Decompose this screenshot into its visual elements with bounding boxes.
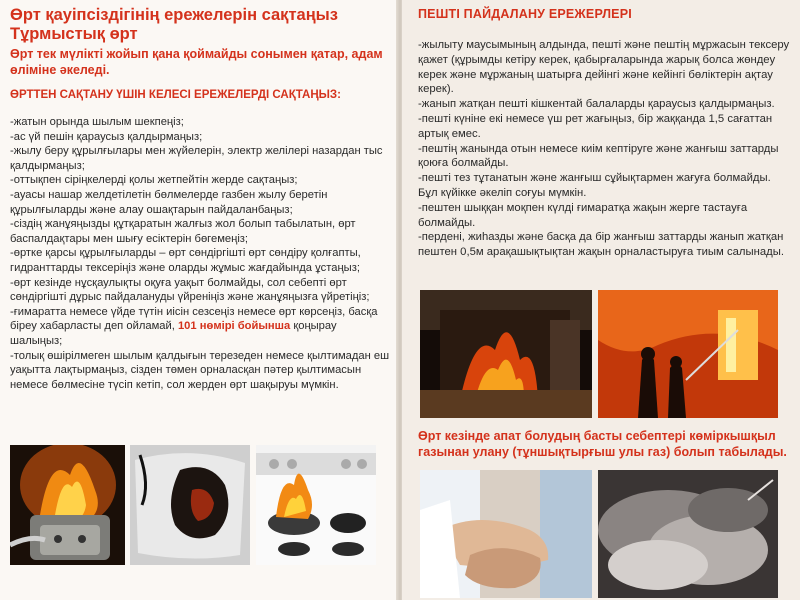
- list-item: -пешті тез тұтанатын және жанғыш сұйықтармен жағуға болмайды. Бұл күйікке әкеліп соғуы мүмкін.: [418, 172, 771, 199]
- carbon-monoxide-warning: Өрт кезінде апат болудың басты себептері көміркышқыл газынан улану (тұншықтырғыш улы газ) болып табылады.: [418, 429, 787, 459]
- list-item: -ас үй пешін қараусыз қалдырмаңыз;: [10, 130, 203, 143]
- list-item: -жылыту маусымының алдында, пешті және пештің мұржасын тексеру қажет (құрымды кетіру керек, қабырғаларында жарық болса жөндеу керек және мұржаның шатырға дейінгі және кейінгі бөліктерін ақтау керек).: [418, 39, 790, 96]
- photo-smoke: [598, 470, 778, 598]
- firefighters-image: [598, 290, 778, 418]
- list-item: -пештің жанында отын немесе киім кептіруге және жанғыш заттарды қоюға болмайды.: [418, 142, 779, 170]
- photo-burning-socket: [10, 445, 125, 565]
- page-title: Өрт қауіпсіздігінің ережелерін сақтаңыз: [10, 6, 338, 24]
- photo-firefighters: [598, 290, 778, 418]
- photo-fireplace: [420, 290, 592, 418]
- list-item: -жатын орында шылым шекпеңіз;: [10, 116, 184, 128]
- list-item: -ауасы нашар желдетілетін бөлмелерде газбен жылу беретін құрылғыларды және алау ошақтарын пайдаланбаңыз;: [10, 188, 328, 216]
- smoke-image: [598, 470, 778, 598]
- fireplace-image: [420, 290, 592, 418]
- right-page: [402, 0, 800, 600]
- section-heading: ӨРТТЕН САҚТАНУ ҮШІН КЕЛЕСІ ЕРЕЖЕЛЕРДІ САҚТАҢЫЗ:: [10, 89, 341, 101]
- list-item: -пердені, жиһазды және басқа да бір жанғыш заттарды жанып жатқан пештен 0,5м арақашықтықтан жақын орналастыруға тиым салынады.: [418, 231, 784, 259]
- list-item: -өртке қарсы құрылғыларды – өрт сөндіргішті өрт сөндіру қолғапты, гидранттарды тексеріңіз және оларды жұмыс жағдайында ұстаңыз;: [10, 247, 361, 274]
- intro-text: Өрт тек мүлікті жойып қана қоймайды сонымен қатар, адам өліміне әкеледі.: [10, 47, 383, 77]
- emergency-number: 101 нөмірі бойынша: [177, 320, 291, 333]
- list-item: -сіздің жанұяңызды құтқаратын жалғыз жол болып табылатын, өрт баспалдақтары мен шығу есіктерін бөгемеңіз;: [10, 218, 356, 245]
- stove-rules-list: [418, 38, 792, 260]
- photo-stove-fire: [256, 445, 376, 565]
- burnt-pillow-image: [130, 445, 250, 565]
- list-item: -пешті күніне екі немесе үш рет жағыңыз, бір жаққанда 1,5 сағаттан артық емес.: [418, 112, 773, 140]
- list-item: -жылу беру құрылғылары мен жүйелерін, электр желілері назардан тыс қалдырмаңыз;: [10, 145, 383, 172]
- photo-burnt-pillow: [130, 445, 250, 565]
- call-rule-prefix: -ғимаратта немесе үйде түтін иісін сезсеңіз немесе өрт көрсеңіз, басқа біреу хабарласты деп ойламай,: [10, 305, 378, 333]
- list-item: -жанып жатқан пешті кішкентай балаларды қараусыз қалдырмаңыз.: [418, 98, 775, 111]
- list-item: -оттықпен сіріңкелерді қолы жетпейтін жерде сақтаңыз;: [10, 174, 298, 187]
- fire-safety-rules-list: [10, 115, 390, 392]
- helping-hands-image: [420, 470, 592, 598]
- page-subtitle: Тұрмыстық өрт: [10, 25, 138, 43]
- call-rule-suffix: қоңырау шалыңыз;: [10, 320, 337, 347]
- left-page: [0, 0, 398, 600]
- photo-helping-hands: [420, 470, 592, 598]
- burning-socket-image: [10, 445, 125, 565]
- list-item: -өрт кезінде нұсқаулықты оқуға уақыт болмайды, сол себепті өрт сөндіргішті дұрыс пайдалануды үйреніңіз және жанұяңызға үйретіңіз;: [10, 276, 370, 304]
- stove-rules-title: ПЕШТІ ПАЙДАЛАНУ ЕРЕЖЕРЛЕРІ: [418, 7, 632, 21]
- list-item: -толық өшірілмеген шылым қалдығын терезеден немесе қылтимадан еш уақытта лақтырмаңыз, сізден төмен орналасқан пәтер қылтимасын немесе бөлмесіне түсіп кетіп, сол жерден өрт шақыруы мүмкін.: [10, 349, 390, 391]
- list-item: -пештен шыққан моқпен күлді ғимаратқа жақын жерге тастауға болмайды.: [418, 201, 748, 229]
- stove-fire-image: [256, 445, 376, 565]
- list-item-emergency-call: [10, 305, 390, 349]
